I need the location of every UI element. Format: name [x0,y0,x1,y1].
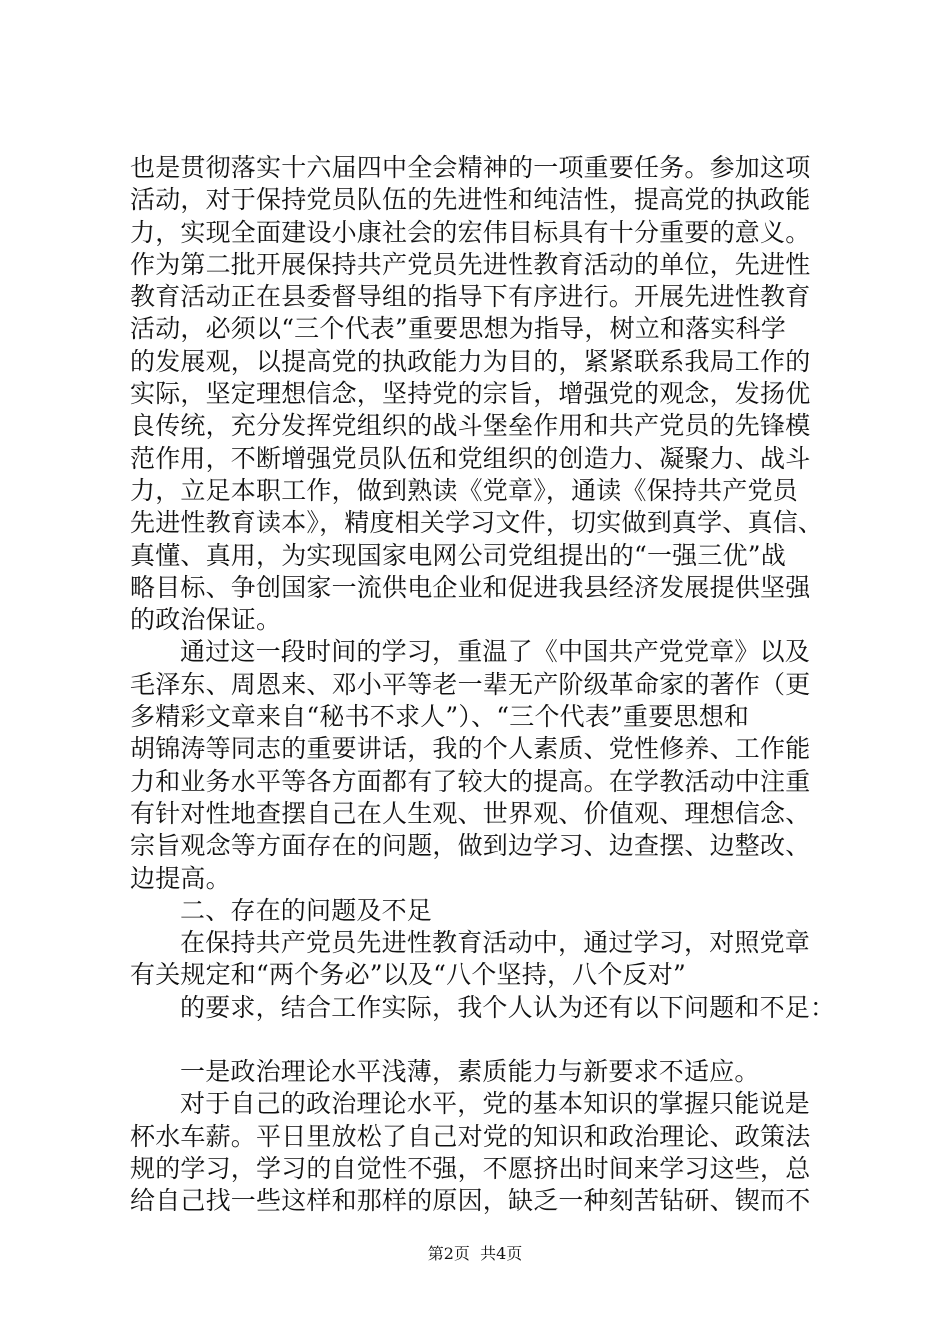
text-line: 对于自己的政治理论水平，党的基本知识的掌握只能说是 [180,1089,811,1119]
text-line: 一是政治理论水平浅薄，素质能力与新要求不适应。 [180,1057,760,1087]
text-line: 先进性教育读本》，精度相关学习文件，切实做到真学、真信、 [130,508,824,538]
text-line: 二、存在的问题及不足 [180,895,433,925]
text-line: 多精彩文章来自“秘书不求人”）、“三个代表”重要思想和 [130,702,750,732]
text-line: 力和业务水平等各方面都有了较大的提高。在学教活动中注重 [130,766,811,796]
text-line: 作为第二批开展保持共产党员先进性教育活动的单位，先进性 [130,249,811,279]
text-line: 边提高。 [130,863,231,893]
text-line: 活动，必须以“三个代表”重要思想为指导，树立和落实科学 [130,314,786,344]
text-line: 胡锦涛等同志的重要讲话，我的个人素质、党性修养、工作能 [130,734,811,764]
document-body [130,152,836,1218]
text-line: 力，立足本职工作，做到熟读《党章》，通读《保持共产党员 [130,475,798,505]
text-line: 的要求，结合工作实际，我个人认为还有以下问题和不足： [180,992,836,1022]
text-line: 真懂、真用，为实现国家电网公司党组提出的“一强三优”战 [130,540,786,570]
text-line: 毛泽东、周恩来、邓小平等老一辈无产阶级革命家的著作（更 [130,669,811,699]
text-line: 实际，坚定理想信念，坚持党的宗旨，增强党的观念，发扬优 [130,379,811,409]
text-line: 规的学习，学习的自觉性不强，不愿挤出时间来学习这些，总 [130,1153,811,1183]
text-line: 也是贯彻落实十六届四中全会精神的一项重要任务。参加这项 [130,153,811,182]
text-line: 略目标、争创国家一流供电企业和促进我县经济发展提供坚强 [130,572,811,602]
page-footer: 第2页 共4页 [427,1244,523,1263]
text-line: 的政治保证。 [130,605,282,635]
text-line: 给自己找一些这样和那样的原因，缺乏一种刻苦钻研、锲而不 [130,1186,811,1216]
text-line: 范作用，不断增强党员队伍和党组织的创造力、凝聚力、战斗 [130,443,811,473]
text-line: 在保持共产党员先进性教育活动中，通过学习，对照党章 [180,928,811,958]
text-line: 通过这一段时间的学习，重温了《中国共产党党章》以及 [180,637,811,667]
text-line: 活动，对于保持党员队伍的先进性和纯洁性，提高党的执政能 [130,185,811,215]
text-line: 教育活动正在县委督导组的指导下有序进行。开展先进性教育 [130,282,811,312]
text-line: 有针对性地查摆自己在人生观、世界观、价值观、理想信念、 [130,798,811,828]
text-line: 有关规定和“两个务必”以及“八个坚持，八个反对” [130,960,686,990]
text-line: 杯水车薪。平日里放松了自己对党的知识和政治理论、政策法 [130,1121,811,1151]
text-line: 宗旨观念等方面存在的问题，做到边学习、边查摆、边整改、 [130,831,811,861]
text-line: 力，实现全面建设小康社会的宏伟目标具有十分重要的意义。 [130,217,811,247]
text-line: 良传统，充分发挥党组织的战斗堡垒作用和共产党员的先锋模 [130,411,811,441]
text-line: 的发展观，以提高党的执政能力为目的，紧紧联系我局工作的 [130,346,811,376]
